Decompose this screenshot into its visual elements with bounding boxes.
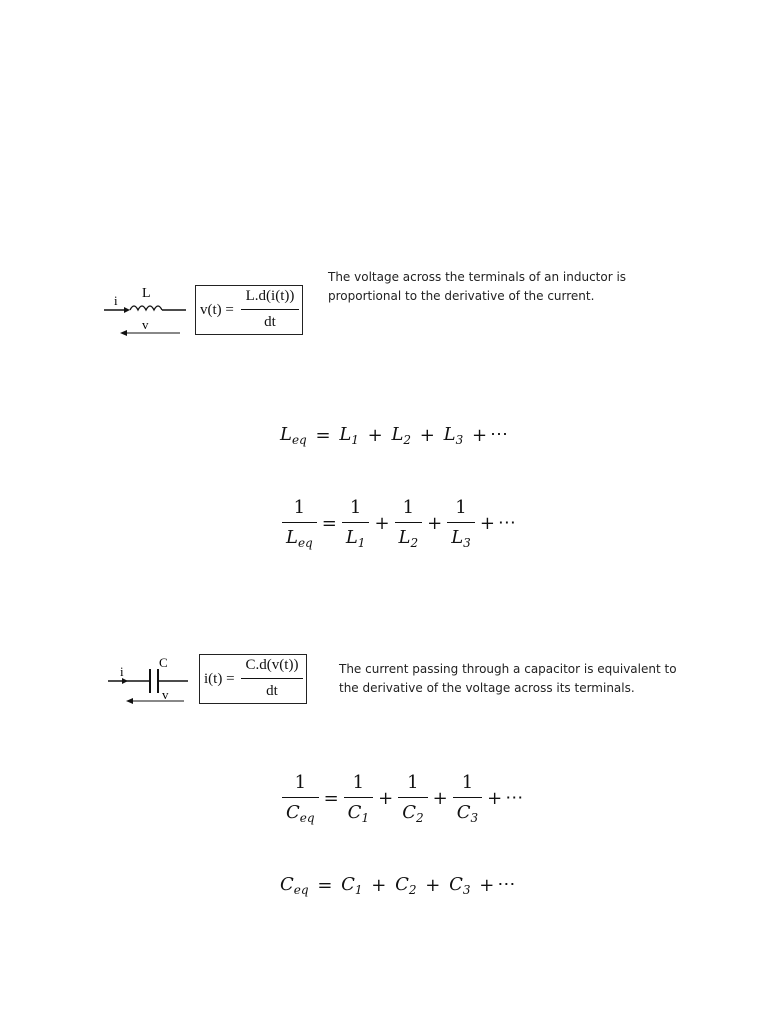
voltage-arrow-head	[120, 330, 127, 336]
inductor-formula-numerator: L.d(i(t))	[245, 288, 295, 304]
voltage-arrow-head	[126, 698, 133, 704]
capacitor-formula-bar	[241, 678, 303, 679]
inductor-description: The voltage across the terminals of an inductor is proportional to the derivative of the current.	[328, 270, 627, 303]
capacitor-formula-lhs: i(t) =	[204, 671, 235, 687]
capacitor-formula-numerator: C.d(v(t))	[245, 657, 299, 673]
capacitor-current-label: i	[120, 664, 124, 679]
inductor-formula-lhs: v(t) =	[200, 302, 234, 318]
capacitor-formula-denominator: dt	[266, 683, 278, 699]
capacitor-label: C	[159, 656, 168, 670]
inductor-symbol	[100, 280, 192, 342]
capacitor-formula-box	[199, 654, 307, 704]
inductor-formula-box	[195, 285, 303, 335]
inductor-voltage-label: v	[142, 317, 149, 332]
inductor-formula-denominator: dt	[264, 314, 276, 330]
capacitor-series-equation: $\frac{1}{C_{eq}}$ = $\frac{1}{C_1}$ + $\frac{1}{C_2}$ + $\frac{1}{C_3}$ + ⋯	[280, 772, 523, 825]
current-arrow	[124, 307, 130, 313]
capacitor-symbol	[104, 656, 196, 708]
inductor-current-label: i	[114, 293, 118, 308]
capacitor-description: The current passing through a capacitor is equivalent to the derivative of the voltage across its terminals.	[339, 662, 677, 695]
inductor-coil	[130, 306, 162, 310]
inductor-formula-bar	[241, 309, 299, 310]
inductor-parallel-equation: $\frac{1}{L_{eq}}$ = $\frac{1}{L_1}$ + $\frac{1}{L_2}$ + $\frac{1}{L_3}$ + ⋯	[280, 497, 516, 550]
capacitor-parallel-equation: $C_{eq} = C_1 + C_2 + C_3$ + ⋯	[280, 874, 516, 897]
inductor-series-equation: $L_{eq} = L_1 + L_2 + L_3$ + ⋯	[280, 424, 509, 447]
inductor-label: L	[142, 286, 151, 301]
capacitor-voltage-label: v	[162, 687, 169, 702]
